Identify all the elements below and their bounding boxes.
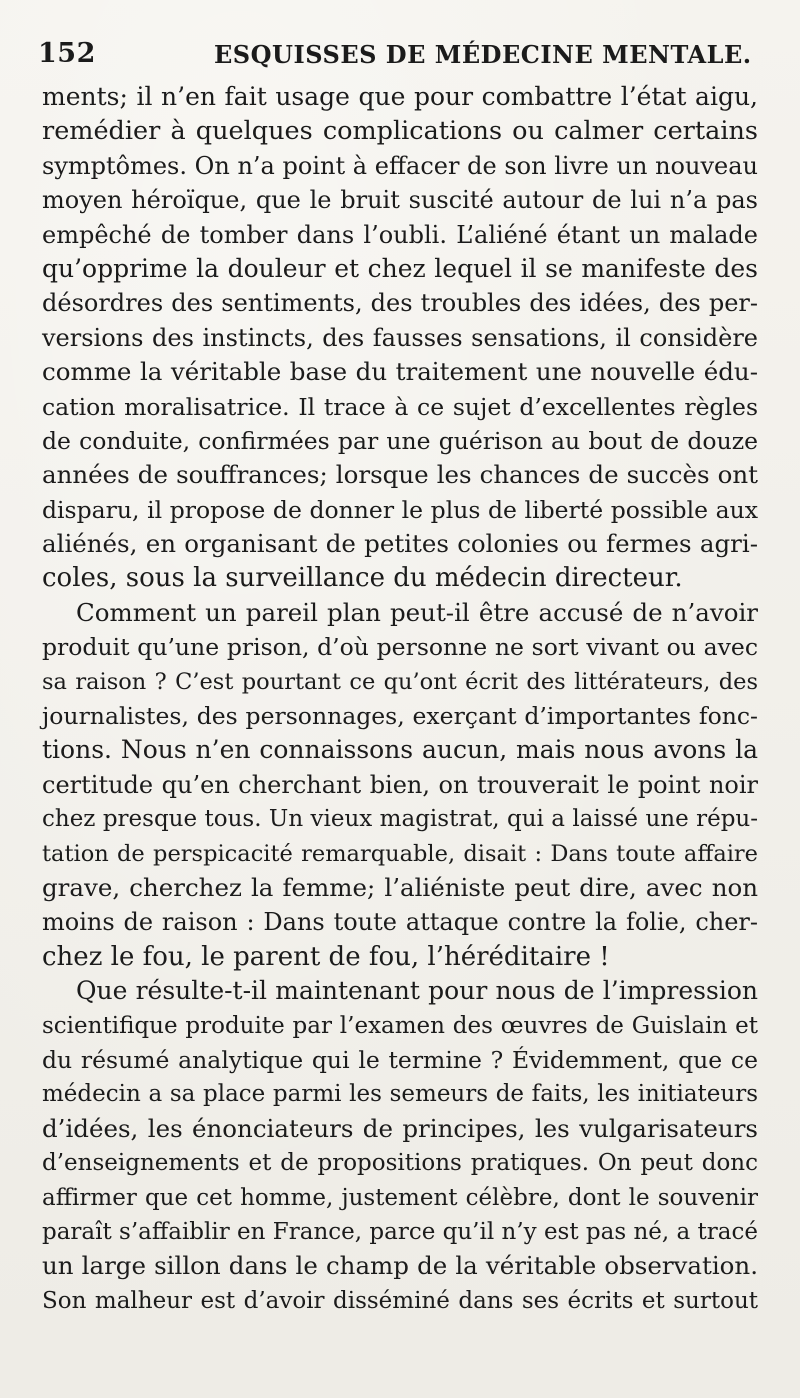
text-line: un large sillon dans le champ de la véritable observation. (42, 1251, 758, 1281)
text-line: affirmer que cet homme, justement célèbre, dont le souvenir (42, 1184, 758, 1211)
text-line: qu’opprime la douleur et chez lequel il se manifeste des (42, 253, 758, 283)
text-line: d’enseignements et de propositions pratiques. On peut donc (42, 1150, 758, 1177)
text-line: tions. Nous n’en connaissons aucun, mais nous avons la (42, 735, 758, 765)
text-line: tation de perspicacité remarquable, disait : Dans toute affaire (42, 840, 758, 867)
text-line: versions des instincts, des fausses sensations, il considère (42, 323, 758, 352)
text-line: sa raison ? C’est pourtant ce qu’ont écrit des littérateurs, des (42, 668, 758, 695)
text-line: produit qu’une prison, d’où personne ne sort vivant ou avec (42, 633, 758, 662)
text-line: disparu, il propose de donner le plus de liberté possible aux (42, 495, 758, 524)
text-line: Que résulte-t-il maintenant pour nous de l’impression (76, 976, 758, 1006)
text-line: moins de raison : Dans toute attaque contre la folie, cher- (42, 908, 758, 937)
page-number: 152 (38, 38, 96, 69)
text-line: aliénés, en organisant de petites colonies ou fermes agri- (42, 529, 758, 559)
text-line: scientifique produite par l’examen des œuvres de Guislain et (42, 1012, 758, 1039)
text-line: journalistes, des personnages, exerçant d’importantes fonc- (42, 702, 758, 731)
body-text (42, 80, 758, 1318)
text-line: de conduite, confirmées par une guérison au bout de douze (42, 426, 758, 455)
text-line: coles, sous la surveillance du médecin directeur. (42, 563, 683, 594)
text-line: désordres des sentiments, des troubles des idées, des per- (42, 289, 758, 318)
text-line: empêché de tomber dans l’oubli. L’aliéné étant un malade (42, 220, 758, 249)
text-line: Comment un pareil plan peut-il être accusé de n’avoir (76, 597, 758, 627)
text-line: chez le fou, le parent de fou, l’héréditaire ! (42, 941, 610, 972)
text-line: cation moralisatrice. Il trace à ce sujet d’excellentes règles (42, 392, 758, 421)
text-line: chez presque tous. Un vieux magistrat, qui a laissé une répu- (42, 806, 758, 833)
text-line: moyen héroïque, que le bruit suscité autour de lui n’a pas (42, 186, 758, 215)
text-line: années de souffrances; lorsque les chances de succès ont (42, 460, 758, 490)
text-line: médecin a sa place parmi les semeurs de faits, les initiateurs (42, 1081, 758, 1108)
text-line: grave, cherchez la femme; l’aliéniste peut dire, avec non (42, 872, 758, 902)
text-line: comme la véritable base du traitement une nouvelle édu- (42, 357, 758, 387)
page-header (38, 38, 758, 72)
text-line: d’idées, les énonciateurs de principes, les vulgarisateurs (42, 1113, 758, 1143)
text-line: symptômes. On n’a point à effacer de son livre un nouveau (42, 151, 758, 180)
text-line: certitude qu’en cherchant bien, on trouverait le point noir (42, 770, 758, 799)
text-line: ments; il n’en fait usage que pour combattre l’état aigu, (42, 82, 758, 111)
running-head: ESQUISSES DE MÉDECINE MENTALE. (214, 40, 752, 69)
text-line: paraît s’affaiblir en France, parce qu’il n’y est pas né, a tracé (42, 1218, 758, 1245)
text-line: Son malheur est d’avoir disséminé dans ses écrits et surtout (42, 1287, 758, 1314)
text-line: du résumé analytique qui le termine ? Évidemment, que ce (42, 1045, 758, 1074)
text-line: remédier à quelques complications ou calmer certains (42, 116, 758, 147)
